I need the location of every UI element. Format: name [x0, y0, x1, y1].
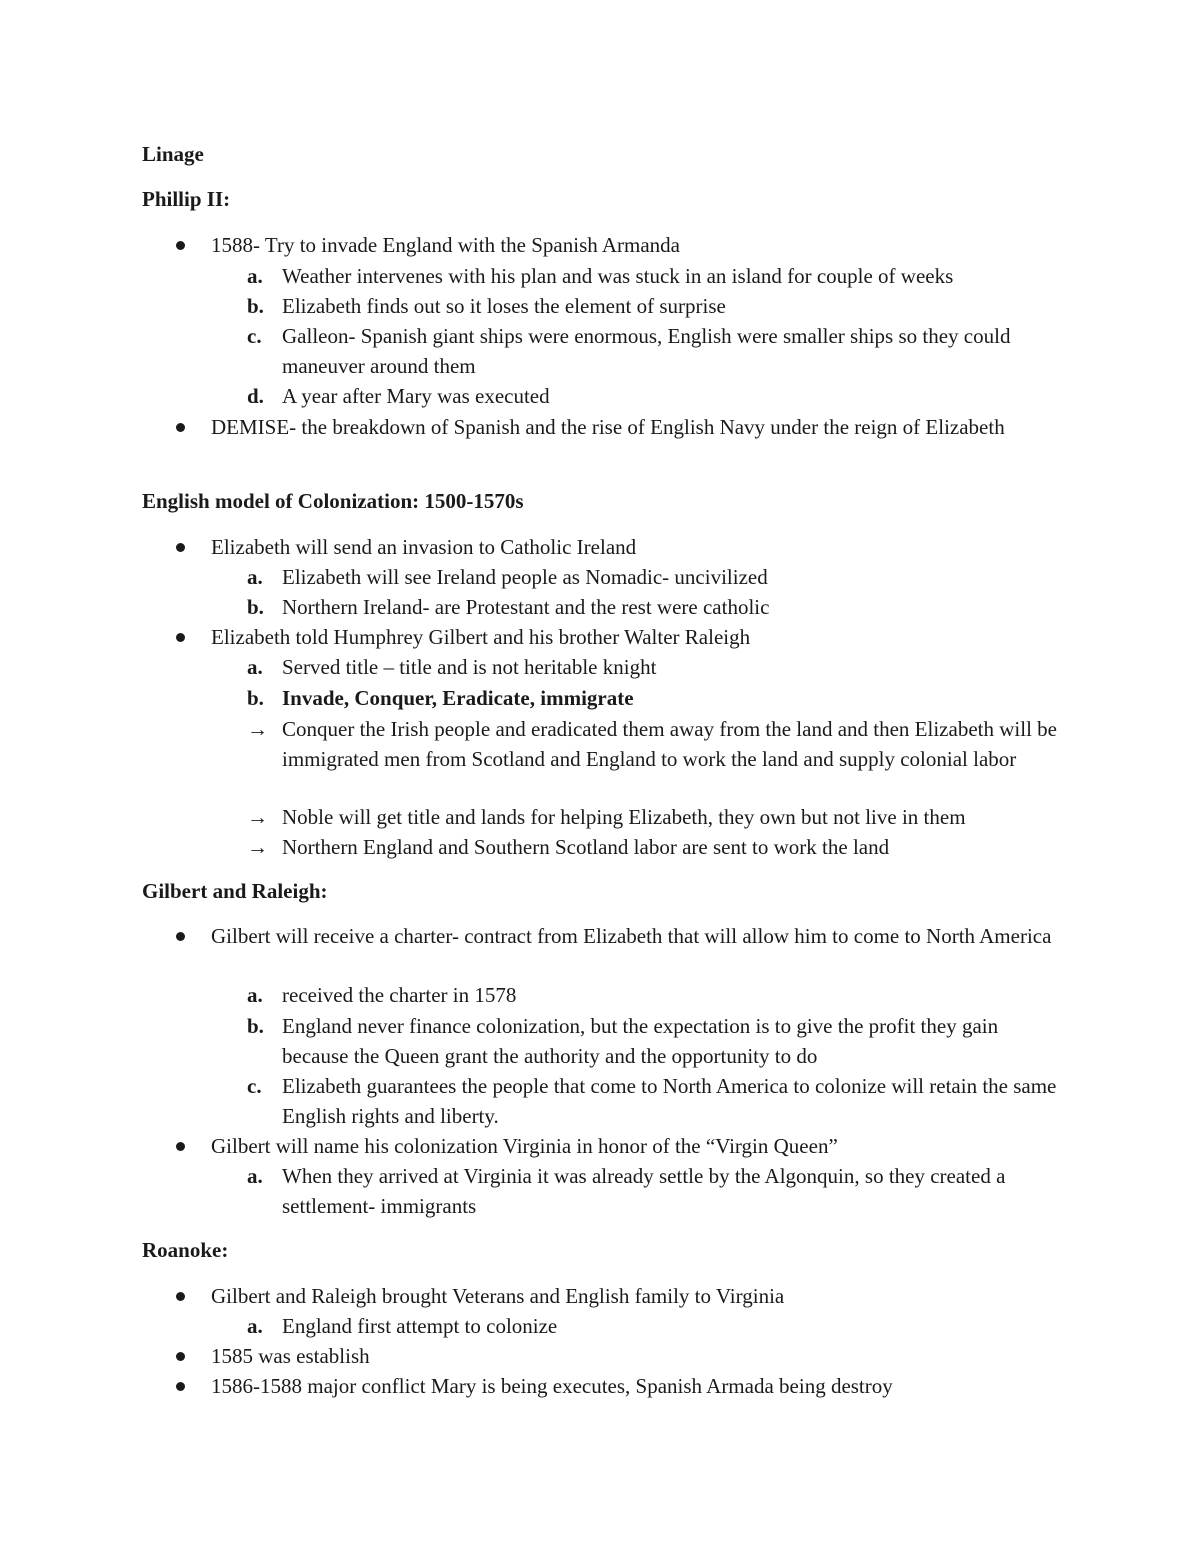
list-marker: c. [247, 1074, 262, 1098]
list-item-text: Elizabeth will send an invasion to Catholic Ireland [211, 535, 637, 559]
list-marker: a. [247, 1164, 263, 1188]
list-marker: a. [247, 983, 263, 1007]
list-item-text: 1588- Try to invade England with the Spanish Armanda [211, 233, 680, 257]
sub-list-item-text: Northern England and Southern Scotland labor are sent to work the land [282, 835, 890, 859]
list-marker: a. [247, 565, 263, 589]
sub-list-item-text: Northern Ireland- are Protestant and the rest were catholic [282, 595, 770, 619]
list-marker: b. [247, 1014, 264, 1038]
bullet-icon [176, 1382, 185, 1391]
bullet-icon [176, 633, 185, 642]
sub-list-item-text: Served title – title and is not heritable knight [282, 655, 657, 679]
sub-list-item-text: Galleon- Spanish giant ships were enormous, English were smaller ships so they could maneuver around them [282, 324, 1011, 378]
section-heading-gilbert-raleigh: Gilbert and Raleigh: [142, 879, 328, 903]
document-title: Linage [142, 142, 204, 166]
sub-list-item-text: England never finance colonization, but the expectation is to give the profit they gain because the Queen grant the authority and the opportunity to do [282, 1014, 999, 1068]
list-marker: c. [247, 324, 262, 348]
arrow-right-icon: → [247, 717, 268, 741]
sub-list-item-text: Conquer the Irish people and eradicated them away from the land and then Elizabeth will be immigrated men from Scotland and England to work the land and supply colonial labor [282, 717, 1057, 771]
list-marker: a. [247, 655, 263, 679]
list-marker: b. [247, 294, 264, 318]
arrow-right-icon: → [247, 835, 268, 859]
sub-list-item-text: Elizabeth will see Ireland people as Nomadic- uncivilized [282, 565, 768, 589]
list-marker: b. [247, 595, 264, 619]
bullet-icon [176, 241, 185, 250]
sub-list-item-text: Elizabeth guarantees the people that come to North America to colonize will retain the same English rights and liberty. [282, 1074, 1057, 1128]
bullet-icon [176, 1352, 185, 1361]
bullet-icon [176, 932, 185, 941]
list-item-text: 1586-1588 major conflict Mary is being executes, Spanish Armada being destroy [211, 1374, 893, 1398]
list-item-text: Elizabeth told Humphrey Gilbert and his brother Walter Raleigh [211, 625, 751, 649]
list-marker: a. [247, 1314, 263, 1338]
sub-list-item-text: England first attempt to colonize [282, 1314, 558, 1338]
list-marker: b. [247, 686, 264, 710]
sub-list-item-text: Noble will get title and lands for helping Elizabeth, they own but not live in them [282, 805, 966, 829]
bullet-icon [176, 423, 185, 432]
list-item-text: Gilbert will name his colonization Virginia in honor of the “Virgin Queen” [211, 1134, 838, 1158]
bullet-icon [176, 1292, 185, 1301]
sub-list-item-text: received the charter in 1578 [282, 983, 517, 1007]
bullet-icon [176, 543, 185, 552]
section-heading-english-model: English model of Colonization: 1500-1570s [142, 489, 524, 513]
sub-list-item-text: Invade, Conquer, Eradicate, immigrate [282, 686, 634, 710]
bullet-icon [176, 1142, 185, 1151]
arrow-right-icon: → [247, 805, 268, 829]
section-heading-roanoke: Roanoke: [142, 1238, 229, 1262]
list-marker: d. [247, 384, 264, 408]
list-item-text: DEMISE- the breakdown of Spanish and the rise of English Navy under the reign of Elizabeth [211, 415, 1005, 439]
sub-list-item-text: Weather intervenes with his plan and was stuck in an island for couple of weeks [282, 264, 954, 288]
sub-list-item-text: When they arrived at Virginia it was already settle by the Algonquin, so they created a settlement- immigrants [282, 1164, 1006, 1218]
list-item-text: Gilbert and Raleigh brought Veterans and English family to Virginia [211, 1284, 785, 1308]
section-heading-phillip: Phillip II: [142, 187, 231, 211]
sub-list-item-text: A year after Mary was executed [282, 384, 550, 408]
sub-list-item-text: Elizabeth finds out so it loses the element of surprise [282, 294, 726, 318]
list-item-text: Gilbert will receive a charter- contract from Elizabeth that will allow him to come to North America [211, 924, 1052, 948]
list-item-text: 1585 was establish [211, 1344, 370, 1368]
list-marker: a. [247, 264, 263, 288]
